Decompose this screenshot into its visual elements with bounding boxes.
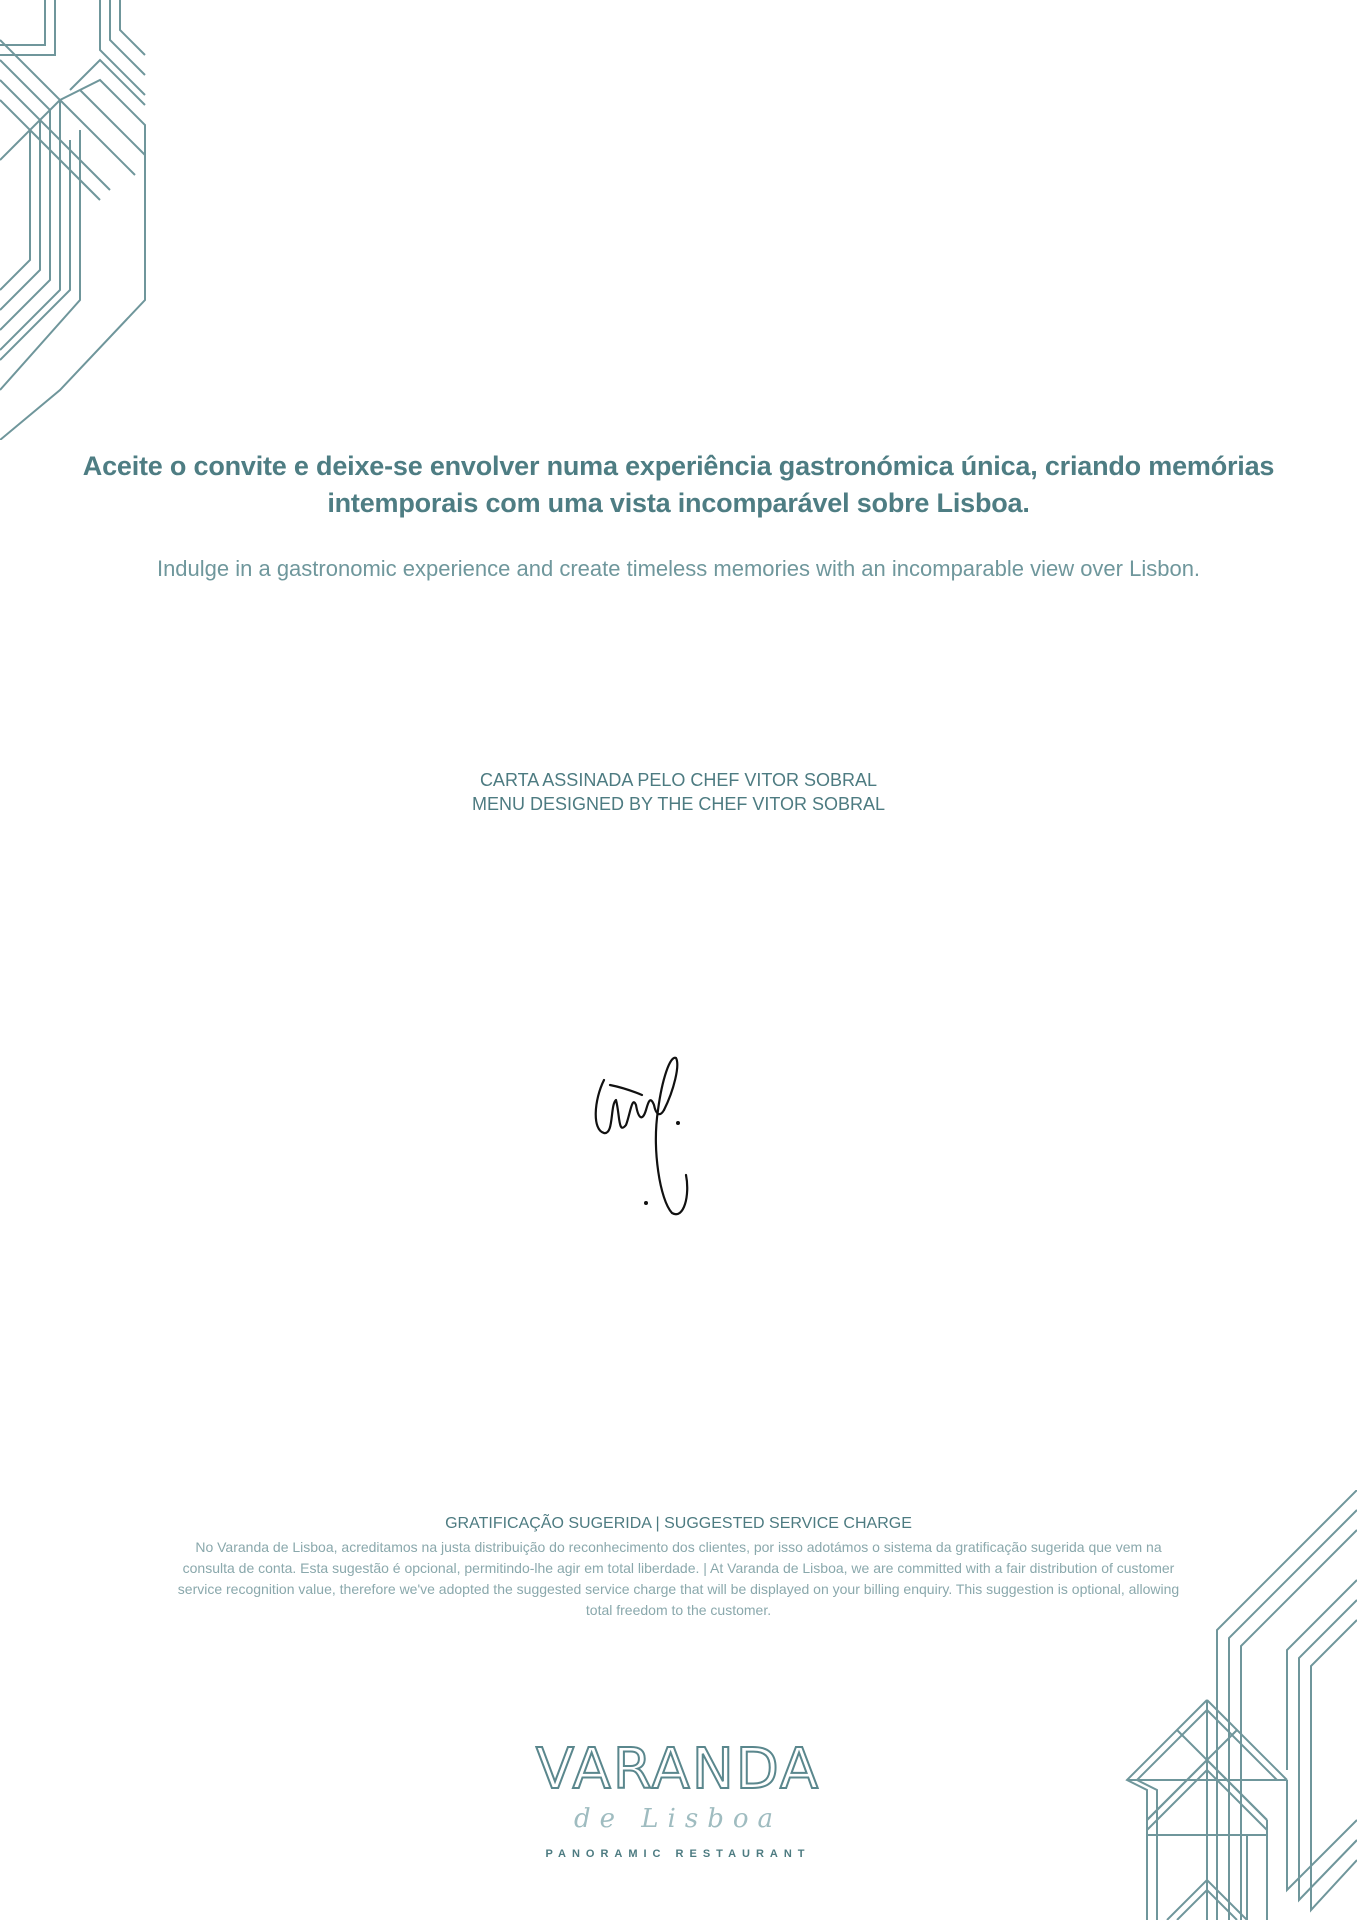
service-charge-title: GRATIFICAÇÃO SUGERIDA | SUGGESTED SERVICE CHARGE — [445, 1515, 912, 1532]
logo-script: de Lisboa — [573, 1804, 783, 1834]
intro-portuguese: Aceite o convite e deixe-se envolver numa experiência gastronómica única, criando memórias intemporais com uma vista incomparável sobre Lisboa. — [82, 451, 1275, 518]
chef-credit — [0, 768, 1357, 816]
chef-signature — [590, 1055, 710, 1220]
logo-wordmark — [533, 1730, 823, 1800]
logo-name: VARANDA — [535, 1737, 821, 1800]
restaurant-logo — [528, 1730, 828, 1860]
corner-ornament-top-left — [0, 0, 150, 440]
service-charge-section — [170, 1513, 1187, 1621]
chef-credit-english: MENU DESIGNED BY THE CHEF VITOR SOBRAL — [471, 794, 886, 814]
service-charge-text: No Varanda de Lisboa, acreditamos na justa distribuição do reconhecimento dos clientes, por isso adotámos o sistema da gratificação sugerida que vem na consulta de conta. Esta sugestão é opcional, permitindo-lhe agir em total liberdade. | At Varanda de Lisboa, we are committed with a fair distribution of customer service recognition value, therefore we've adopted the suggested service charge that will be displayed on your billing enquiry. This suggestion is optional, allowing total freedom to the customer. — [177, 1539, 1180, 1618]
chef-credit-portuguese: CARTA ASSINADA PELO CHEF VITOR SOBRAL — [479, 770, 878, 790]
intro-section — [80, 448, 1277, 584]
intro-english: Indulge in a gastronomic experience and create timeless memories with an incomparable view over Lisbon. — [156, 556, 1201, 581]
logo-tagline: PANORAMIC RESTAURANT — [545, 1848, 811, 1860]
